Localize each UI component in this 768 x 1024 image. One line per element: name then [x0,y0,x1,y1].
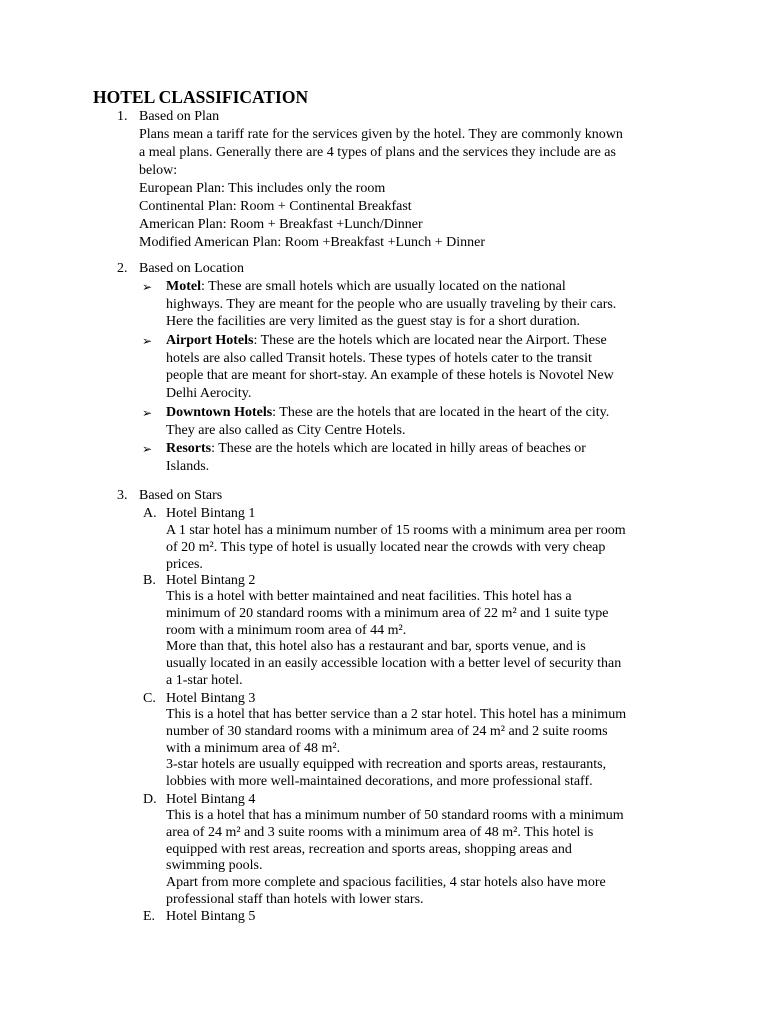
arrowhead-bullet-icon: ➢ [142,406,153,420]
arrowhead-bullet-icon: ➢ [142,280,153,294]
bullet-text: hotels are also called Transit hotels. These types of hotels cater to the transit [166,350,592,366]
bullet-text: Islands. [166,458,210,474]
paragraph-line: minimum of 20 standard rooms with a minimum area of 22 m² and 1 suite type [166,605,609,621]
paragraph-line: swimming pools. [166,858,263,874]
subsection-heading-bintang-5: Hotel Bintang 5 [166,909,256,924]
bullet-text: : These are small hotels which are usually located on the national [200,279,566,294]
section-heading-stars: Based on Stars [139,488,223,503]
bullet-text: : These are the hotels which are located in hilly areas of beaches or [211,441,586,456]
bullet-term: Airport Hotels [166,333,254,348]
paragraph-line: This is a hotel that has a minimum number of 50 standard rooms with a minimum [166,808,624,823]
bullet-term: Resorts [166,441,212,456]
section-number: 1. [117,109,128,124]
paragraph-line: area of 24 m² and 3 suite rooms with a minimum area of 48 m². This hotel is [166,824,594,840]
plan-item-continental: Continental Plan: Room + Continental Breakfast [139,199,412,214]
paragraph-line: Plans mean a tariff rate for the services given by the hotel. They are commonly known [139,127,623,142]
plan-item-modified-american: Modified American Plan: Room +Breakfast +Lunch + Dinner [139,235,486,250]
plan-item-european: European Plan: This includes only the room [139,181,386,196]
paragraph-line: number of 30 standard rooms with a minimum area of 24 m² and 2 suite rooms [166,723,608,739]
bullet-resorts [166,440,686,475]
subsection-body-bintang-4 [166,808,686,909]
bullet-text: : These are the hotels that are located in the heart of the city. [272,405,610,420]
bullet-downtown-hotels [166,404,686,439]
paragraph-line: below: [139,163,178,178]
paragraph-line: Apart from more complete and spacious facilities, 4 star hotels also have more [166,875,606,891]
paragraph-line: lobbies with more well-maintained decorations, and more professional staff. [166,774,593,790]
paragraph-line: prices. [166,557,203,572]
paragraph-line: with a minimum area of 48 m². [166,740,341,756]
paragraph-line: a meal plans. Generally there are 4 types of plans and the services they include are as [139,145,616,160]
paragraph-line: A 1 star hotel has a minimum number of 15 rooms with a minimum area per room [166,523,626,538]
subsection-body-bintang-1 [166,522,686,573]
bullet-text: highways. They are meant for the people who are usually traveling by their cars. [166,296,617,312]
section-plan-body [139,126,684,252]
arrowhead-bullet-icon: ➢ [142,442,153,456]
section-number: 3. [117,488,128,503]
bullet-motel [166,278,686,331]
paragraph-line: This is a hotel that has better service than a 2 star hotel. This hotel has a minimum [166,707,627,722]
subsection-letter: A. [143,506,157,521]
bullet-text: Here the facilities are very limited as the guest stay is for a short duration. [166,314,581,330]
bullet-text: Delhi Aerocity. [166,385,252,401]
document-title: HOTEL CLASSIFICATION [93,87,309,107]
bullet-term: Motel [166,279,201,294]
paragraph-line: equipped with rest areas, recreation and sports areas, shopping areas and [166,841,572,857]
section-heading-location: Based on Location [139,261,244,276]
section-number: 2. [117,261,128,276]
bullet-term: Downtown Hotels [166,405,273,420]
subsection-body-bintang-2 [166,589,686,690]
bullet-airport-hotels [166,332,686,402]
subsection-letter: E. [143,909,156,924]
paragraph-line: a 1-star hotel. [166,672,243,688]
subsection-heading-bintang-3: Hotel Bintang 3 [166,691,256,706]
section-heading-plan: Based on Plan [139,109,220,124]
paragraph-line: More than that, this hotel also has a restaurant and bar, sports venue, and is [166,639,586,655]
bullet-text: people that are meant for short-stay. An example of these hotels is Novotel New [166,368,614,384]
plan-item-american: American Plan: Room + Breakfast +Lunch/Dinner [139,217,423,232]
paragraph-line: usually located in an easily accessible location with a better level of security than [166,656,622,672]
paragraph-line: of 20 m². This type of hotel is usually located near the crowds with very cheap [166,540,606,555]
subsection-letter: D. [143,792,157,807]
subsection-heading-bintang-4: Hotel Bintang 4 [166,792,256,807]
arrowhead-bullet-icon: ➢ [142,334,153,348]
bullet-text: : These are the hotels which are located near the Airport. These [253,333,607,348]
subsection-heading-bintang-1: Hotel Bintang 1 [166,506,256,521]
paragraph-line: professional staff than hotels with lower stars. [166,891,424,907]
paragraph-line: This is a hotel with better maintained and neat facilities. This hotel has a [166,589,572,604]
subsection-letter: C. [143,691,156,706]
paragraph-line: 3-star hotels are usually equipped with recreation and sports areas, restaurants, [166,757,607,773]
subsection-body-bintang-3 [166,707,686,791]
paragraph-line: room with a minimum room area of 44 m². [166,622,407,638]
subsection-letter: B. [143,573,156,588]
bullet-text: They are also called as City Centre Hotels. [166,422,406,438]
subsection-heading-bintang-2: Hotel Bintang 2 [166,573,256,588]
